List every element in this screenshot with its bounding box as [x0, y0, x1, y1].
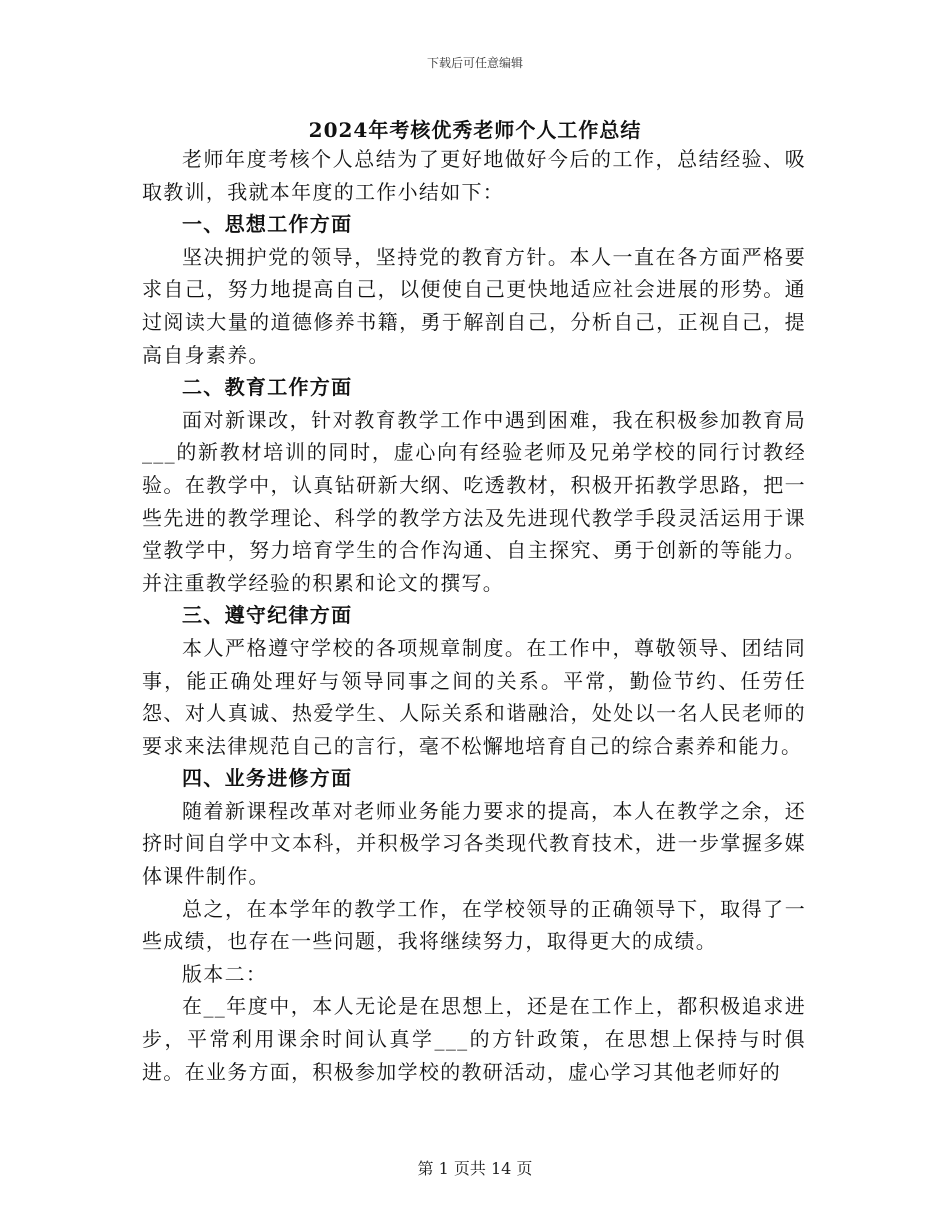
document-body	[142, 143, 806, 1088]
paragraph-study: 随着新课程改革对老师业务能力要求的提高，本人在教学之余，还挤时间自学中文本科，并积极学习各类现代教育技术，进一步掌握多媒体课件制作。	[142, 798, 806, 889]
paragraph-education: 面对新课改，针对教育教学工作中遇到困难，我在积极参加教育局___的新教材培训的同时，虚心向有经验老师及兄弟学校的同行讨教经验。在教学中，认真钻研新大纲、吃透教材，积极开拓教学思路，把一些先进的教学理论、科学的教学方法及先进现代教学手段灵活运用于课堂教学中，努力培育学生的合作沟通、自主探究、勇于创新的等能力。并注重教学经验的积累和论文的撰写。	[142, 407, 806, 595]
paragraph-discipline: 本人严格遵守学校的各项规章制度。在工作中，尊敬领导、团结同事，能正确处理好与领导同事之间的关系。平常，勤俭节约、任劳任怨、对人真诚、热爱学生、人际关系和谐融洽，处处以一名人民老师的要求来法律规范自己的言行，毫不松懈地培育自己的综合素养和能力。	[142, 635, 806, 758]
section-heading-thought: 一、思想工作方面	[182, 212, 353, 237]
section-heading-education: 二、教育工作方面	[182, 375, 353, 400]
paragraph-conclusion: 总之，在本学年的教学工作，在学校领导的正确领导下，取得了一些成绩，也存在一些问题，我将继续努力，取得更大的成绩。	[142, 896, 806, 954]
document-title: 2024年考核优秀老师个人工作总结	[308, 118, 642, 142]
section-heading-study: 四、业务进修方面	[182, 766, 353, 791]
page-footer-number: 第 1 页共 14 页	[417, 1159, 533, 1178]
version-two-label: 版本二：	[182, 961, 268, 986]
page-header-note: 下载后可任意编辑	[426, 56, 523, 70]
paragraph-thought: 坚决拥护党的领导，坚持党的教育方针。本人一直在各方面严格要求自己，努力地提高自己，以便使自己更快地适应社会进展的形势。通过阅读大量的道德修养书籍，勇于解剖自己，分析自己，正视自己，提高自身素养。	[142, 244, 806, 367]
intro-paragraph: 老师年度考核个人总结为了更好地做好今后的工作，总结经验、吸取教训，我就本年度的工作小结如下：	[142, 147, 806, 204]
section-heading-discipline: 三、遵守纪律方面	[182, 603, 353, 628]
paragraph-version-two: 在__年度中，本人无论是在思想上，还是在工作上，都积极追求进步，平常利用课余时间认真学___的方针政策，在思想上保持与时俱进。在业务方面，积极参加学校的教研活动，虚心学习其他老师好的	[142, 994, 806, 1084]
